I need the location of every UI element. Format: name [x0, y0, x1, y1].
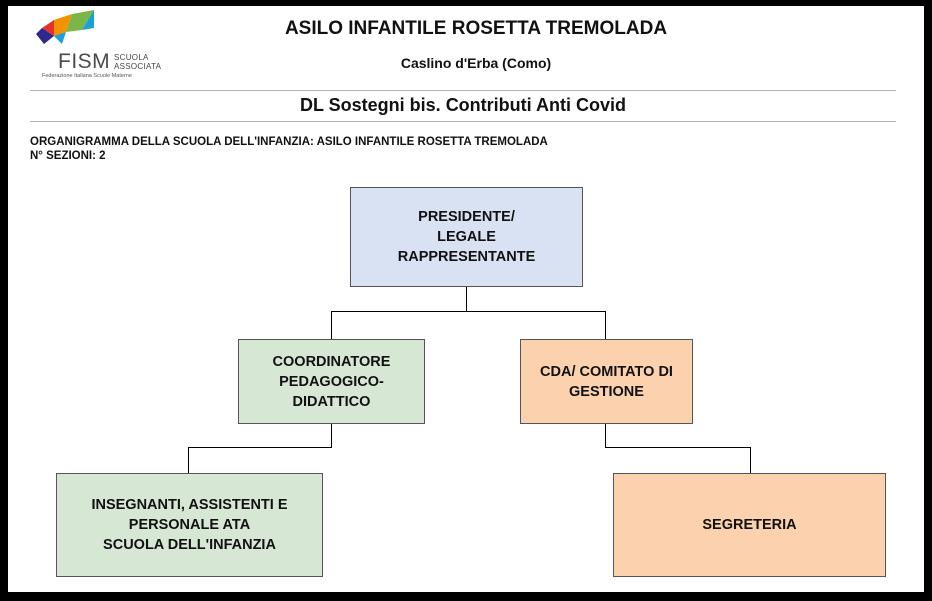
document-title: DL Sostegni bis. Contributi Anti Covid [300, 95, 626, 115]
org-box-secretary: SEGRETERIA [613, 473, 886, 577]
fism-logo [32, 10, 162, 82]
connector-line [605, 311, 606, 339]
connector-line [750, 447, 751, 473]
school-location: Caslino d'Erba (Como) [400, 55, 552, 71]
logo-wordmark: FISM [58, 50, 111, 73]
divider [30, 121, 896, 122]
org-box-coordinator: COORDINATORE PEDAGOGICO- DIDATTICO [238, 339, 425, 424]
logo-subtitle: ASSOCIATA [114, 62, 162, 71]
org-box-president: PRESIDENTE/ LEGALE RAPPRESENTANTE [350, 187, 583, 287]
fism-logo-mark-icon [32, 10, 112, 54]
connector-line [331, 311, 332, 339]
connector-line [331, 424, 332, 448]
school-name: ASILO INFANTILE ROSETTA TREMOLADA [284, 18, 668, 39]
connector-line [466, 287, 467, 312]
org-box-cda: CDA/ COMITATO DI GESTIONE [520, 339, 693, 424]
org-box-teachers: INSEGNANTI, ASSISTENTI E PERSONALE ATA SCUOLA DELL'INFANZIA [56, 473, 323, 577]
divider [30, 90, 896, 91]
logo-federation: Federazione Italiana Scuole Materne [42, 73, 132, 79]
document-page [8, 6, 924, 592]
connector-line [605, 447, 750, 448]
sections-count: N° SEZIONI: 2 [30, 150, 106, 162]
logo-subtitle: SCUOLA [114, 53, 149, 62]
connector-line [605, 424, 606, 448]
connector-line [188, 447, 189, 473]
org-chart-heading: ORGANIGRAMMA DELLA SCUOLA DELL'INFANZIA: ASILO INFANTILE ROSETTA TREMOLADA [30, 136, 548, 148]
connector-line [331, 311, 605, 312]
connector-line [188, 447, 332, 448]
